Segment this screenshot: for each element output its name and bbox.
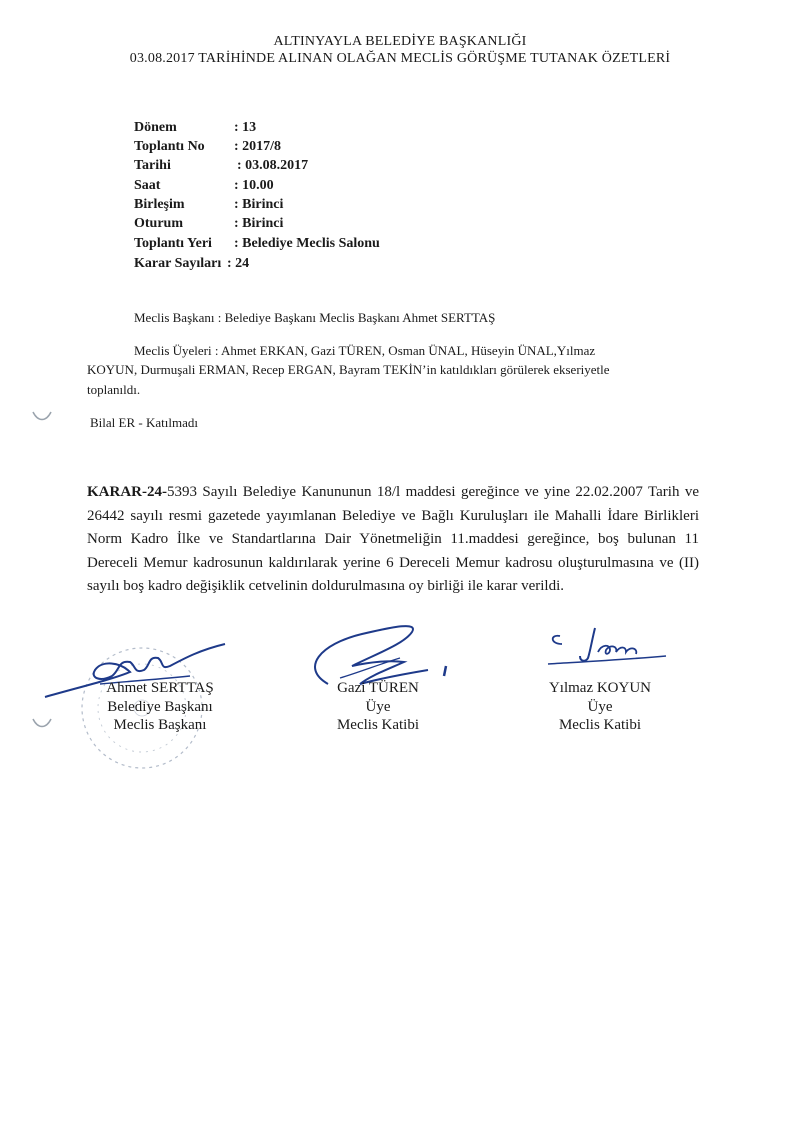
meta-row: [134, 139, 282, 155]
meta-label: Toplantı Yeri: [134, 236, 212, 251]
meta-value: : 03.08.2017: [237, 158, 309, 173]
meta-label: Karar Sayıları: [134, 256, 222, 271]
meta-value: : 24: [227, 256, 250, 271]
decision-label: KARAR-24-: [87, 484, 167, 500]
signatory-name: Gazi TÜREN: [337, 680, 419, 696]
meta-row: [134, 178, 274, 194]
members-line: toplanıldı.: [87, 382, 141, 397]
meta-row: [134, 256, 250, 272]
meta-row: [134, 236, 380, 252]
signatory-role: Meclis Başkanı: [113, 717, 207, 733]
signature-member-2: [540, 622, 670, 672]
meta-row: [134, 197, 284, 213]
members-line: KOYUN, Durmuşali ERMAN, Recep ERGAN, Bayram TEKİN’in katıldıkları görülerek ekseriyetle: [87, 362, 610, 377]
meta-label: Oturum: [134, 216, 183, 231]
meta-label: Saat: [134, 178, 161, 193]
signatory-member: [288, 679, 468, 735]
meta-row: [134, 216, 284, 232]
meta-row: [134, 158, 309, 174]
signatory-role: Üye: [587, 698, 613, 715]
absent-line: Bilal ER - Katılmadı: [90, 415, 198, 430]
document-subtitle: 03.08.2017 TARİHİNDE ALINAN OLAĞAN MECLİS GÖRÜŞME TUTANAK ÖZETLERİ: [129, 51, 671, 66]
punch-hole-mark: [30, 408, 54, 426]
meta-value: : Birinci: [234, 216, 284, 231]
meta-value: : Belediye Meclis Salonu: [234, 236, 380, 251]
meta-value: : Birinci: [234, 197, 284, 212]
decision-text: 5393 Sayılı Belediye Kanununun 18/l maddesi gereğince ve yine 22.02.2007 Tarih ve 26442 sayılı resmi gazetede yayımlanan Belediye ve Bağlı Kuruluşları ile Mahalli İdare Birlikleri Norm Kadro İlke ve Standartlarına Dair Yönetmeliğin 11.maddesi gereğince, boş bulunan 11 Dereceli Memur kadrosunun kaldırılarak yerine 6 Dereceli Memur kadrosu oluşturulmasına ve (II) sayılı boş kadro değişiklik cetvelinin doldurulmasına oy birliği ile karar verildi.: [87, 484, 699, 594]
signatory-role: Meclis Katibi: [558, 717, 642, 733]
signatory-role: Belediye Başkanı: [107, 698, 213, 715]
signatory-name: Yılmaz KOYUN: [548, 680, 652, 696]
document-title: ALTINYAYLA BELEDİYE BAŞKANLIĞI: [273, 34, 527, 49]
signatory-president: [60, 679, 260, 735]
signatory-role: Üye: [365, 698, 391, 715]
signatory-name: Ahmet SERTTAŞ: [106, 680, 214, 696]
meta-value: : 10.00: [234, 178, 274, 193]
meta-row: [134, 120, 257, 136]
president-line: Meclis Başkanı : Belediye Başkanı Meclis Başkanı Ahmet SERTTAŞ: [134, 310, 496, 325]
meta-label: Dönem: [134, 120, 177, 135]
punch-hole-mark: [30, 715, 54, 733]
meta-label: Tarihi: [134, 158, 171, 173]
members-line: Meclis Üyeleri : Ahmet ERKAN, Gazi TÜREN, Osman ÜNAL, Hüseyin ÜNAL,Yılmaz: [134, 343, 596, 358]
signatory-member: [505, 679, 695, 735]
meta-label: Birleşim: [134, 197, 185, 212]
meta-value: : 13: [234, 120, 257, 135]
meta-label: Toplantı No: [134, 139, 205, 154]
meta-value: : 2017/8: [234, 139, 282, 154]
decision-paragraph: [87, 481, 699, 599]
signatory-role: Meclis Katibi: [336, 717, 420, 733]
